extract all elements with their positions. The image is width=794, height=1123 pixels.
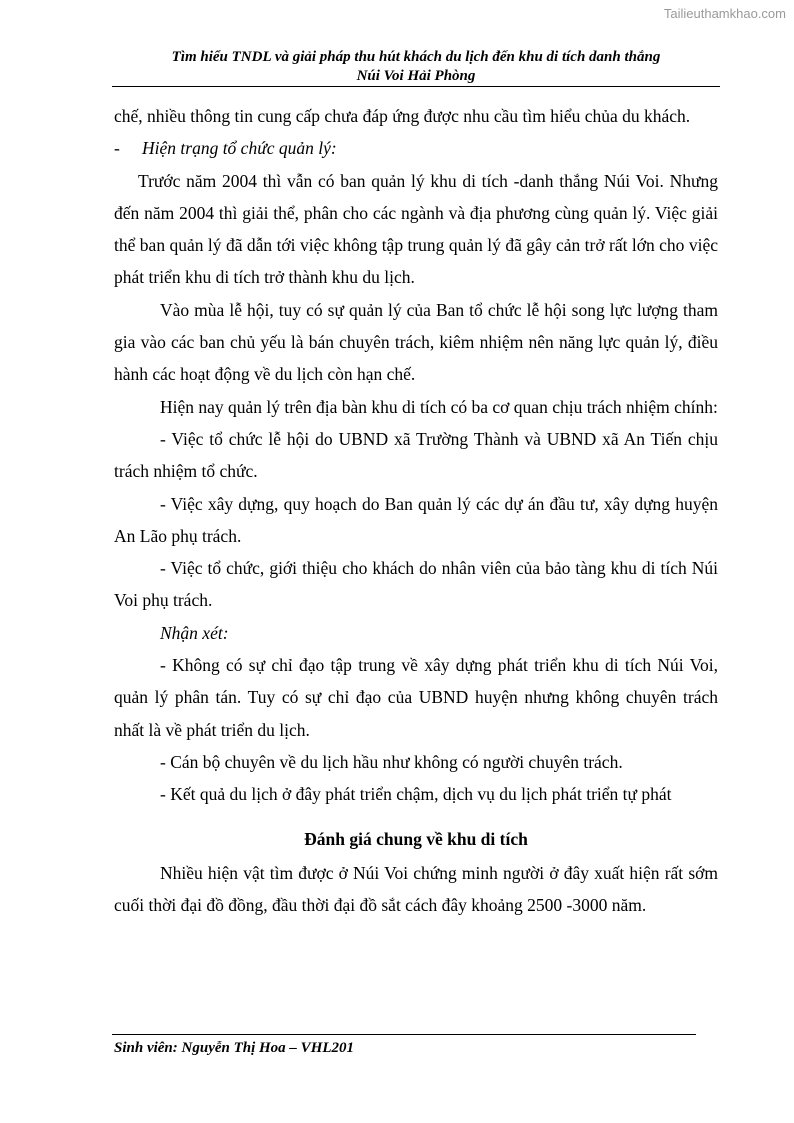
list-item-festival: - Việc tổ chức lễ hội do UBND xã Trường Thành và UBND xã An Tiến chịu trách nhiệm tổ chức.	[114, 428, 718, 482]
section-title: Đánh giá chung về khu di tích	[304, 828, 528, 849]
paragraph-before-2004: Trước năm 2004 thì vẫn có ban quản lý khu di tích -danh thắng Núi Voi. Nhưng đến năm 2004 thì giải thể, phân cho các ngành và địa phương cùng quản lý. Việc giải thể ban quản lý đã dẫn tới việc không tập trung quản lý đã gây cản trở rất lớn cho việc phát triển khu di tích trở thành khu du lịch.	[114, 170, 718, 288]
paragraph-current-management: Hiện nay quản lý trên địa bàn khu di tích có ba cơ quan chịu trách nhiệm chính:	[160, 396, 718, 417]
list-item-guiding: - Việc tổ chức, giới thiệu cho khách do nhân viên của bảo tàng khu di tích Núi Voi phụ trách.	[114, 558, 718, 611]
paragraph-festival-season: Vào mùa lễ hội, tuy có sự quản lý của Ban tổ chức lễ hội song lực lượng tham gia vào các ban chủ yếu là bán chuyên trách, kiêm nhiệm nên năng lực quản lý, điều hành các hoạt động về du lịch còn hạn chế.	[114, 299, 718, 385]
remark-item-results: - Kết quả du lịch ở đây phát triển chậm, dịch vụ du lịch phát triển tự phát	[160, 784, 672, 805]
header-divider	[112, 86, 720, 87]
watermark: Tailieuthamkhao.com	[663, 6, 786, 21]
footer-student: Sinh viên: Nguyễn Thị Hoa – VHL201	[114, 1040, 355, 1056]
remark-item-direction: - Không có sự chỉ đạo tập trung về xây dựng phát triển khu di tích Núi Voi, quản lý phân tán. Tuy có sự chỉ đạo của UBND huyện nhưng không chuyên trách nhất là về phát triển du lịch.	[114, 655, 718, 740]
dash-marker: -	[114, 138, 120, 159]
page-header	[112, 48, 720, 86]
remark-label: Nhận xét:	[160, 622, 229, 643]
subheading-management-text: Hiện trạng tổ chức quản lý:	[142, 138, 337, 159]
subheading-management	[114, 132, 718, 164]
footer-divider	[112, 1034, 696, 1035]
document-body	[114, 100, 718, 921]
remark-item-staff: - Cán bộ chuyên về du lịch hầu như không có người chuyên trách.	[160, 751, 623, 772]
paragraph-artifacts: Nhiều hiện vật tìm được ở Núi Voi chứng minh người ở đây xuất hiện rất sớm cuối thời đại đồ đồng, đầu thời đại đồ sắt cách đây khoảng 2500 -3000 năm.	[114, 862, 718, 916]
list-item-construction: - Việc xây dựng, quy hoạch do Ban quản lý các dự án đầu tư, xây dựng huyện An Lão phụ trách.	[114, 493, 718, 546]
header-title-line1: Tìm hiểu TNDL và giải pháp thu hút khách du lịch đến khu di tích danh thắng	[171, 49, 661, 65]
paragraph-continuation: chế, nhiều thông tin cung cấp chưa đáp ứng được nhu cầu tìm hiểu chủa du khách.	[114, 106, 691, 126]
header-title-line2: Núi Voi Hải Phòng	[356, 68, 476, 84]
